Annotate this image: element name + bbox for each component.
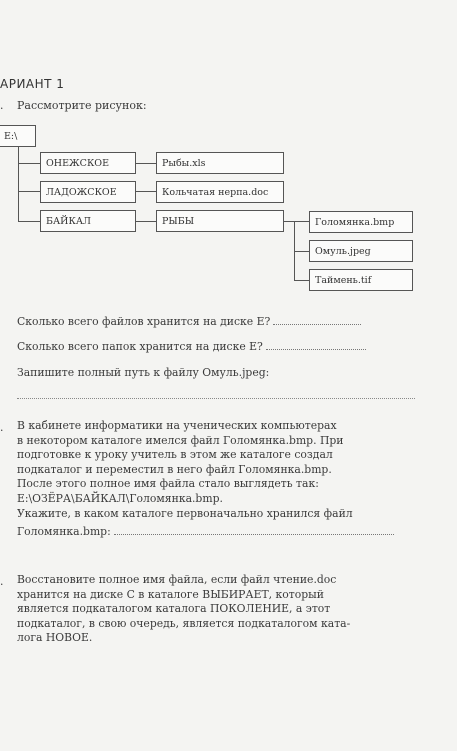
tree-file-omul [309,240,413,262]
file-label: Омуль.jpeg [315,245,371,257]
file-label: Кольчатая нерпа.doc [162,186,269,198]
tree-connector [136,221,156,222]
tree-connector [18,191,40,192]
text-line: подкаталог, в свою очередь, является подкаталогом ката- [17,616,351,630]
text-line: В кабинете информатики на ученических компьютерах [17,419,337,432]
variant-heading: АРИАНТ 1 [0,77,65,91]
answer-line[interactable] [114,525,394,535]
tree-connector [294,280,309,281]
file-label: Таймень.tif [315,274,372,286]
task2-text [17,419,415,540]
text-line: является подкаталогом каталога ПОКОЛЕНИЕ, а этот [17,602,331,616]
tree-connector [136,163,156,164]
file-label: Голомянка.bmp [315,216,395,228]
task2-number: . [0,421,4,434]
tree-file-golomyanka [309,211,413,233]
tree-folder-baikal [40,210,136,232]
folder-label: ОНЕЖСКОЕ [46,157,110,169]
folder-label: ЛАДОЖСКОЕ [46,186,117,198]
answer-line[interactable] [273,315,361,325]
tree-connector [284,221,309,222]
question-text: Запишите полный путь к файлу Омуль.jpeg: [17,366,270,379]
tree-file-nerpa-doc [156,181,284,203]
tree-file-ryby-xls [156,152,284,174]
tree-connector [18,221,40,222]
question-files-count [17,315,361,328]
text-line: Голомянка.bmp: [17,525,111,539]
tree-root-label: E:\ [4,130,18,142]
folder-label: БАЙКАЛ [46,215,91,227]
text-line: подкаталог и переместил в него файл Голомянка.bmp. [17,462,332,476]
tree-folder-ryby [156,210,284,232]
tree-connector [18,147,19,222]
text-line: Восстановите полное имя файла, если файл чтение.doc [17,573,337,586]
text-line: Укажите, в каком каталоге первоначально хранился файл [17,506,353,520]
tree-connector [294,251,309,252]
folder-label: РЫБЫ [162,215,195,227]
task3-text [17,573,415,646]
text-line: хранится на диске С в каталоге ВЫБИРАЕТ, который [17,587,324,601]
text-line: подготовке к уроку учитель в этом же каталоге создал [17,448,333,462]
tree-connector [136,191,156,192]
question-full-path [17,366,269,379]
task1-prompt: Рассмотрите рисунок: [17,99,147,112]
tree-connector [18,163,40,164]
task1-number: . [0,99,4,112]
task3-number: . [0,575,4,588]
text-line: в некотором каталоге имелся файл Голомянка.bmp. При [17,433,344,447]
question-folders-count [17,340,366,353]
text-line: После этого полное имя файла стало выглядеть так: [17,477,319,491]
tree-file-taimen [309,269,413,291]
file-label: Рыбы.xls [162,157,206,169]
question-text: Сколько всего файлов хранится на диске Е? [17,315,271,328]
text-line: E:\ОЗЁРА\БАЙКАЛ\Голомянка.bmp. [17,491,223,505]
tree-root-box [0,125,36,147]
text-line: лога НОВОЕ. [17,631,93,645]
tree-folder-onega [40,152,136,174]
tree-folder-ladoga [40,181,136,203]
question-text: Сколько всего папок хранится на диске Е? [17,340,263,353]
answer-line[interactable] [17,398,415,399]
answer-line[interactable] [266,340,366,350]
